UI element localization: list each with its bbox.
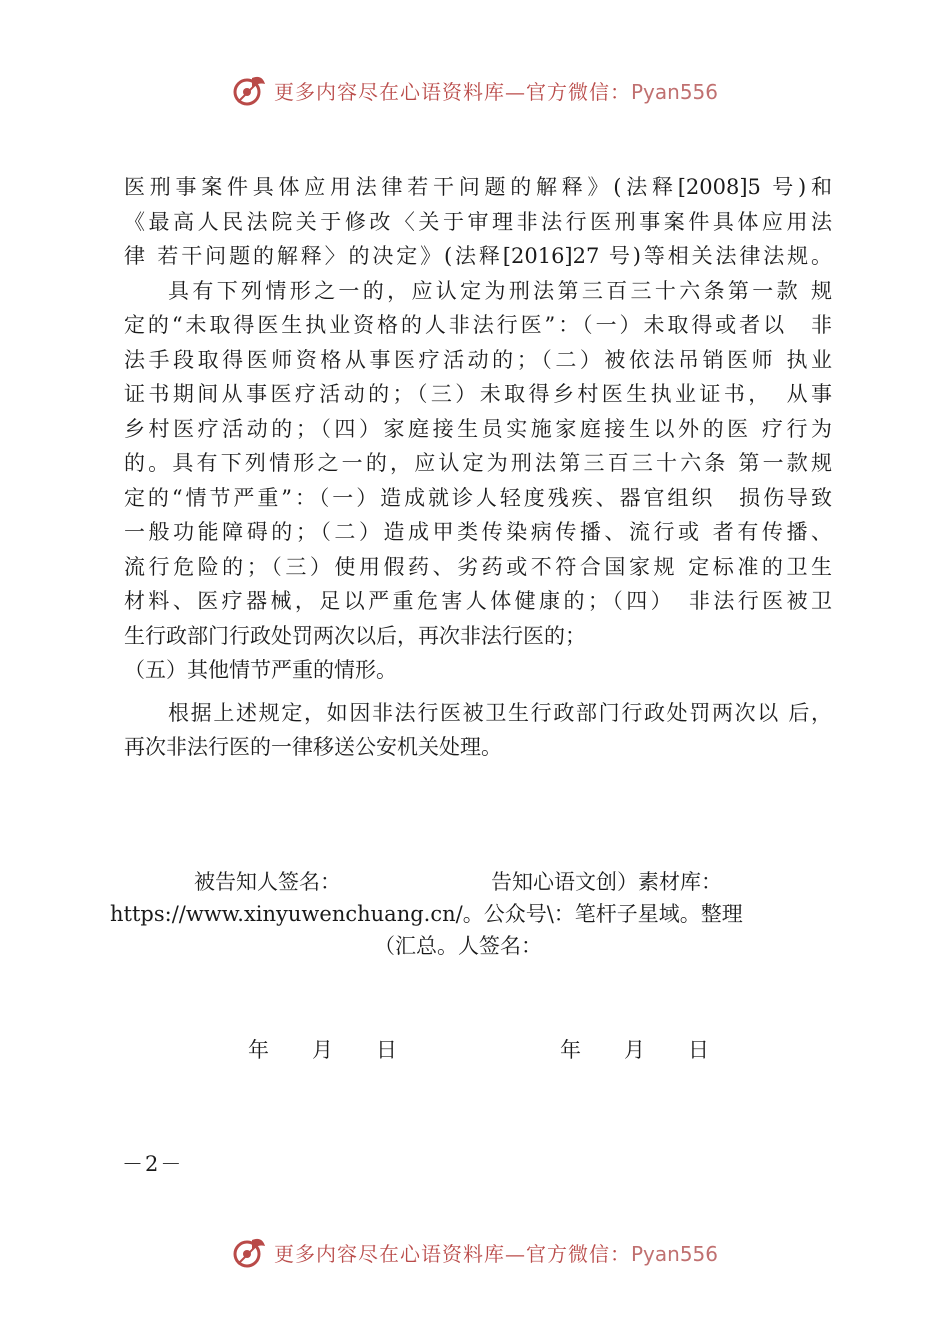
- text-line: 具有下列情形之一的，应认定为刑法第三百三十六条第一款 规: [168, 278, 832, 303]
- month-label: 月: [312, 1038, 333, 1062]
- text-line: 流行危险的；（三）使用假药、劣药或不符合国家规 定标准的卫生: [124, 554, 832, 579]
- year-label: 年: [560, 1038, 581, 1062]
- signature-third-line: （汇总。人签名：: [374, 934, 542, 958]
- text-line: 法手段取得医师资格从事医疗活动的；（二）被依法吊销医师 执业: [124, 347, 832, 372]
- notifier-signature-label: 告知心语文创）素材库：: [491, 870, 722, 894]
- text-line: 定的“未取得医生执业资格的人非法行医”：（一）未取得或者以 非: [124, 313, 832, 337]
- text-line: 医刑事案件具体应用法律若干问题的解释》(法释[2008]5 号)和: [124, 175, 832, 199]
- footer-banner: [232, 1234, 718, 1270]
- paragraph-2: [124, 274, 832, 688]
- logo-icon: [232, 1234, 268, 1270]
- text-line: 证书期间从事医疗活动的；（三）未取得乡村医生执业证书， 从事: [124, 382, 832, 406]
- banner-contact: Pyan556: [631, 79, 719, 104]
- text-line: （五）其他情节严重的情形。: [124, 658, 397, 682]
- text-line: 乡村医疗活动的；（四）家庭接生员实施家庭接生以外的医 疗行为: [124, 416, 832, 441]
- month-label: 月: [624, 1038, 645, 1062]
- signature-block: [110, 866, 850, 962]
- banner-text: 更多内容尽在心语资料库—官方微信：Pyan556: [274, 79, 719, 104]
- text-line: 再次非法行医的一律移送公安机关处理。: [124, 735, 502, 759]
- day-label: 日: [688, 1038, 709, 1062]
- text-line: 材料、医疗器械，足以严重危害人体健康的；（四） 非法行医被卫: [124, 589, 832, 613]
- text-line: 定的“情节严重”：（一）造成就诊人轻度残疾、器官组织 损伤导致: [124, 485, 832, 510]
- signature-row: [110, 866, 850, 898]
- text-line: 生行政部门行政处罚两次以后，再次非法行医的；: [124, 623, 586, 648]
- text-line: 一般功能障碍的；（二）造成甲类传染病传播、流行或 者有传播、: [124, 520, 832, 544]
- date-right: [560, 1034, 752, 1064]
- paragraph-3: [124, 696, 832, 765]
- text-line: 律 若干问题的解释〉的决定》(法释[2016]27 号)等相关法律法规。: [124, 244, 832, 268]
- year-label: 年: [248, 1038, 269, 1062]
- signature-url-line: https://www.xinyuwenchuang.cn/。公众号\：笔杆子星域。整理: [110, 902, 743, 926]
- header-banner: [232, 72, 718, 108]
- page-number: －2－: [122, 1152, 184, 1176]
- banner-contact: Pyan556: [631, 1241, 719, 1266]
- text-line: 的。具有下列情形之一的，应认定为刑法第三百三十六条 第一款规: [124, 451, 832, 475]
- document-body: [124, 170, 832, 765]
- text-line: 《最高人民法院关于修改〈关于审理非法行医刑事案件具体应用法: [124, 209, 832, 234]
- recipient-signature-label: 被告知人签名：: [194, 870, 341, 894]
- paragraph-1: [124, 170, 832, 274]
- date-left: [248, 1034, 440, 1064]
- day-label: 日: [376, 1038, 397, 1062]
- banner-text: 更多内容尽在心语资料库—官方微信：Pyan556: [274, 1241, 719, 1266]
- text-line: 根据上述规定，如因非法行医被卫生行政部门行政处罚两次以 后，: [168, 700, 832, 725]
- logo-icon: [232, 72, 268, 108]
